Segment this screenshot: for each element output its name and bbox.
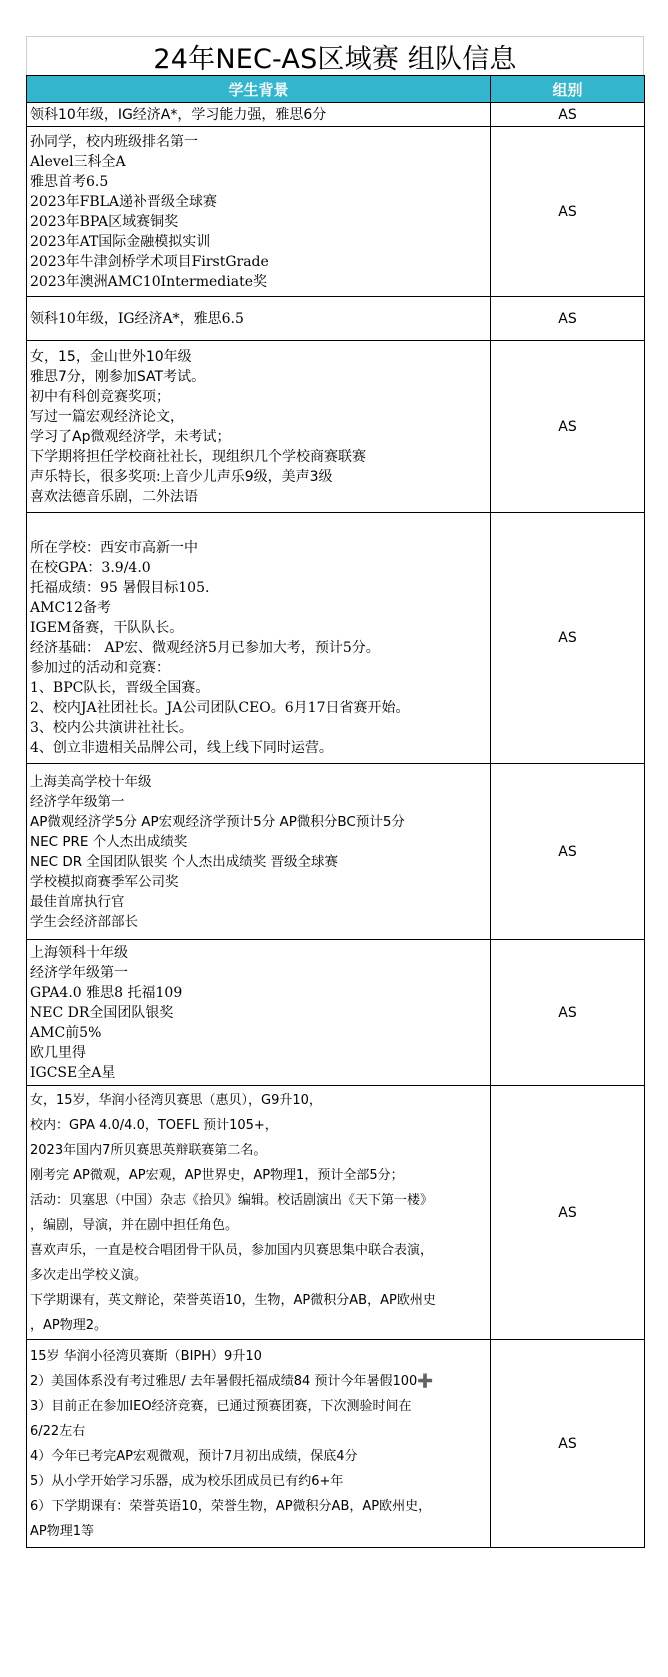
- text-line: NEC DR 全国团队银奖 个人杰出成绩奖 晋级全球赛: [30, 853, 338, 870]
- text-line: 所在学校：西安市高新一中: [30, 539, 198, 556]
- group-cell: AS: [491, 103, 645, 127]
- background-cell: [27, 1086, 491, 1340]
- text-line: AMC前5%: [30, 1024, 102, 1041]
- text-line: 下学期课有，英文辩论，荣誉英语10，生物，AP微积分AB，AP欧州史: [30, 1292, 436, 1308]
- text-line: 2）美国体系没有考过雅思/ 去年暑假托福成绩84 预计今年暑假100➕: [30, 1373, 434, 1389]
- text-line: 校内：GPA 4.0/4.0，TOEFL 预计105+，: [30, 1117, 278, 1133]
- group-cell: AS: [491, 1086, 645, 1340]
- text-line: 初中有科创竞赛奖项；: [30, 388, 170, 405]
- text-line: 2023年国内7所贝赛思英辩联赛第二名。: [30, 1142, 267, 1158]
- text-line: 学生会经济部部长: [30, 913, 138, 930]
- group-cell: AS: [491, 127, 645, 297]
- text-line: 雅思首考6.5: [30, 173, 109, 190]
- text-line: 欧几里得: [30, 1044, 86, 1061]
- team-info-table: [26, 75, 645, 1548]
- text-line: 经济学年级第一: [30, 964, 128, 981]
- spreadsheet: [26, 36, 644, 1548]
- text-line: 领科10年级，IG经济A*，雅思6.5: [30, 310, 244, 327]
- sheet-title: 24年NEC-AS区域赛 组队信息: [26, 36, 644, 75]
- background-cell: [27, 513, 491, 764]
- group-cell: AS: [491, 297, 645, 341]
- group-cell: AS: [491, 940, 645, 1086]
- text-line: ，AP物理2。: [30, 1317, 108, 1333]
- background-cell: [27, 297, 491, 341]
- text-line: 4、创立非遗相关品牌公司，线上线下同时运营。: [30, 739, 333, 756]
- text-line: 在校GPA：3.9/4.0: [30, 559, 151, 576]
- text-line: 上海美高学校十年级: [30, 773, 152, 790]
- text-line: 2023年BPA区域赛铜奖: [30, 213, 179, 230]
- text-line: 2023年FBLA递补晋级全球赛: [30, 193, 218, 210]
- group-cell: AS: [491, 341, 645, 513]
- text-line: ，编剧，导演，并在剧中担任角色。: [30, 1217, 239, 1233]
- table-row: [27, 103, 645, 127]
- table-row: [27, 940, 645, 1086]
- table-row: [27, 341, 645, 513]
- text-line: NEC DR全国团队银奖: [30, 1004, 174, 1021]
- text-line: 5）从小学开始学习乐器，成为校乐团成员已有约6+年: [30, 1473, 344, 1489]
- group-cell: AS: [491, 764, 645, 940]
- text-line: 女，15岁，华润小径湾贝赛思（惠贝），G9升10，: [30, 1092, 322, 1108]
- background-cell: [27, 103, 491, 127]
- text-line: 写过一篇宏观经济论文，: [30, 408, 184, 425]
- text-line: 学习了Ap微观经济学，未考试；: [30, 428, 231, 445]
- text-line: 4）今年已考完AP宏观微观，预计7月初出成绩，保底4分: [30, 1448, 358, 1464]
- table-row: [27, 764, 645, 940]
- text-line: 学校模拟商赛季军公司奖: [30, 873, 179, 890]
- background-cell: [27, 940, 491, 1086]
- text-line: 领科10年级，IG经济A*，学习能力强，雅思6分: [30, 106, 327, 123]
- background-cell: [27, 341, 491, 513]
- text-line: 下学期将担任学校商社社长，现组织几个学校商赛联赛: [30, 448, 366, 465]
- background-cell: [27, 764, 491, 940]
- text-line: Alevel三科全A: [30, 153, 126, 170]
- table-row: [27, 127, 645, 297]
- text-line: 参加过的活动和竞赛：: [30, 659, 170, 676]
- text-line: 孙同学，校内班级排名第一: [30, 133, 198, 150]
- text-line: 最佳首席执行官: [30, 893, 125, 910]
- header-group: 组别: [491, 76, 645, 103]
- text-line: 女，15，金山世外10年级: [30, 348, 192, 365]
- text-line: 上海领科十年级: [30, 944, 128, 961]
- background-cell: [27, 1340, 491, 1548]
- text-line: 活动：贝塞思（中国）杂志《拾贝》编辑。校话剧演出《天下第一楼》: [30, 1192, 434, 1208]
- text-line: 经济基础： AP宏、微观经济5月已参加大考，预计5分。: [30, 639, 380, 656]
- text-line: 15岁 华润小径湾贝赛斯（BIPH）9升10: [30, 1348, 262, 1364]
- text-line: 1、BPC队长，晋级全国赛。: [30, 679, 210, 696]
- text-line: AP物理1等: [30, 1523, 95, 1539]
- text-line: 经济学年级第一: [30, 793, 125, 810]
- text-line: 2、校内JA社团社长。JA公司团队CEO。6月17日省赛开始。: [30, 699, 410, 716]
- text-line: 喜欢法德音乐剧，二外法语: [30, 488, 198, 505]
- text-line: 3、校内公共演讲社社长。: [30, 719, 193, 736]
- text-line: 多次走出学校义演。: [30, 1267, 148, 1283]
- text-line: 声乐特长，很多奖项:上音少儿声乐9级，美声3级: [30, 468, 333, 485]
- table-row: [27, 513, 645, 764]
- text-line: IGCSE全A星: [30, 1064, 116, 1081]
- text-line: 6）下学期课有：荣誉英语10，荣誉生物，AP微积分AB，AP欧州史，: [30, 1498, 432, 1514]
- table-row: [27, 1086, 645, 1340]
- text-line: AP微观经济学5分 AP宏观经济学预计5分 AP微积分BC预计5分: [30, 813, 405, 830]
- text-line: 2023年AT国际金融模拟实训: [30, 233, 211, 250]
- text-line: GPA4.0 雅思8 托福109: [30, 984, 183, 1001]
- text-line: IGEM备赛，干队队长。: [30, 619, 184, 636]
- background-cell: [27, 127, 491, 297]
- text-line: NEC PRE 个人杰出成绩奖: [30, 833, 188, 850]
- text-line: AMC12备考: [30, 599, 111, 616]
- text-line: 2023年澳洲AMC10Intermediate奖: [30, 273, 268, 290]
- group-cell: AS: [491, 1340, 645, 1548]
- header-row: [27, 76, 645, 103]
- text-line: 雅思7分，刚参加SAT考试。: [30, 368, 206, 385]
- group-cell: AS: [491, 513, 645, 764]
- text-line: 刚考完 AP微观，AP宏观，AP世界史，AP物理1，预计全部5分；: [30, 1167, 404, 1183]
- table-row: [27, 297, 645, 341]
- text-line: 3）目前正在参加IEO经济竞赛，已通过预赛团赛，下次测验时间在: [30, 1398, 412, 1414]
- text-line: 托福成绩：95 暑假目标105.: [30, 579, 210, 596]
- text-line: 6/22左右: [30, 1423, 86, 1439]
- table-row: [27, 1340, 645, 1548]
- header-background: 学生背景: [27, 76, 491, 103]
- text-line: 喜欢声乐，一直是校合唱团骨干队员，参加国内贝赛思集中联合表演，: [30, 1242, 434, 1258]
- text-line: 2023年牛津剑桥学术项目FirstGrade: [30, 253, 269, 270]
